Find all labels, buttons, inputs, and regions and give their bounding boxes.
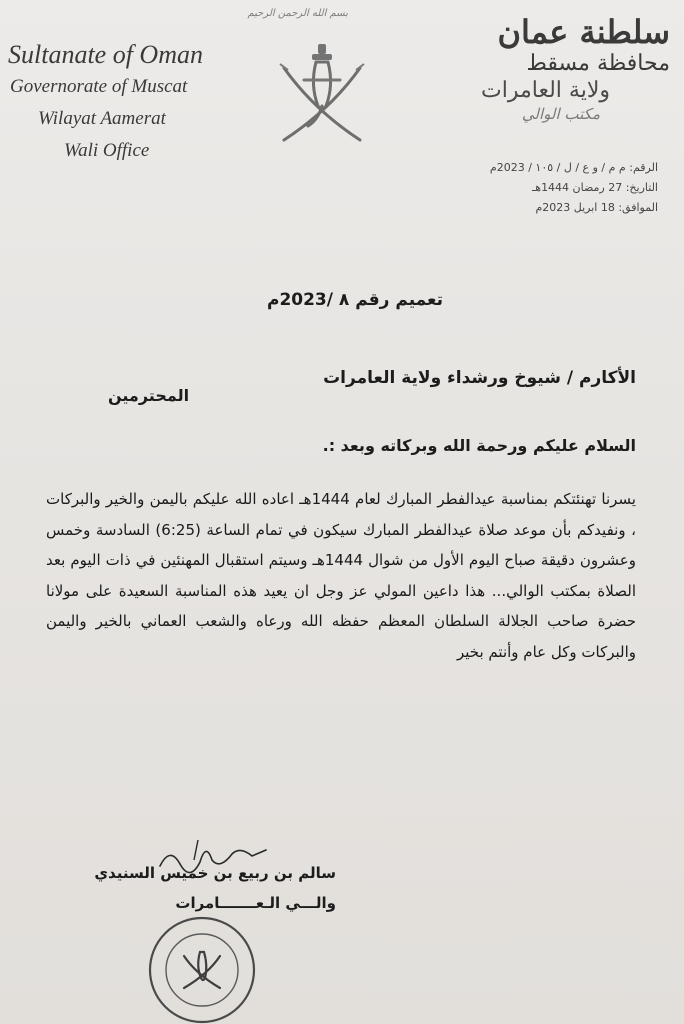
letterhead-wilayat: Wilayat Aamerat — [38, 108, 166, 129]
addressee-honorific: المحترمين — [108, 386, 190, 405]
letterhead-governorate: Governorate of Muscat — [10, 76, 188, 97]
signer-name: سالم بن ربيع بن خميس السنيدي — [94, 864, 336, 882]
arabic-letterhead — [430, 14, 670, 123]
letterhead-ar-governorate: محافظة مسقط — [526, 50, 670, 76]
reference-block — [428, 158, 658, 218]
greeting-line: السلام عليكم ورحمة الله وبركاته وبعد :. — [322, 436, 636, 455]
signer-title: والـــي الـعـــــــامرات — [175, 894, 336, 912]
letterhead-office: Wali Office — [64, 140, 150, 161]
letterhead-ar-wilayat: ولاية العامرات — [481, 77, 610, 103]
letterhead-ar-office: مكتب الوالي — [521, 104, 600, 123]
reference-date-hijri: التاريخ: 27 رمضان 1444هـ — [532, 181, 658, 194]
letter-body: يسرنا تهنئتكم بمناسبة عيدالفطر المبارك لعام 1444هـ اعاده الله عليكم باليمن والخير والبركات ، ونفيدكم بأن موعد صلاة عيدالفطر المبارك سيكون في تمام الساعة (6:25) السادسة وخمس وعشرون دقيقة صباح اليوم الأول من شوال 1444هـ وسيتم استقبال المهنئين في ذات اليوم بعد الصلاة بمكتب الوالي... هذا داعين المولي عز وجل ان يعيد هذه المناسبة السعيدة على مولانا حضرة صاحب الجلالة السلطان المعظم حفظه الله ورعاه والشعب العماني بالخير واليمن والبركات وكل عام وأنتم بخير — [46, 490, 636, 661]
oman-emblem-icon — [274, 40, 370, 150]
letterhead-ar-country: سلطنة عمان — [497, 13, 670, 51]
addressee-line: الأكارم / شيوخ ورشداء ولاية العامرات — [323, 368, 636, 388]
reference-date-gregorian: الموافق: 18 ابريل 2023م — [535, 201, 658, 214]
circular-title: تعميم رقم ٨ /2023م — [266, 290, 444, 310]
letterhead-country: Sultanate of Oman — [8, 40, 203, 69]
basmala: بسم الله الرحمن الرحيم — [247, 8, 348, 19]
reference-number: الرقم: م م / و ع / ل / ١٠٥ / 2023م — [489, 161, 658, 174]
english-letterhead — [8, 40, 248, 162]
official-stamp — [144, 912, 260, 1024]
